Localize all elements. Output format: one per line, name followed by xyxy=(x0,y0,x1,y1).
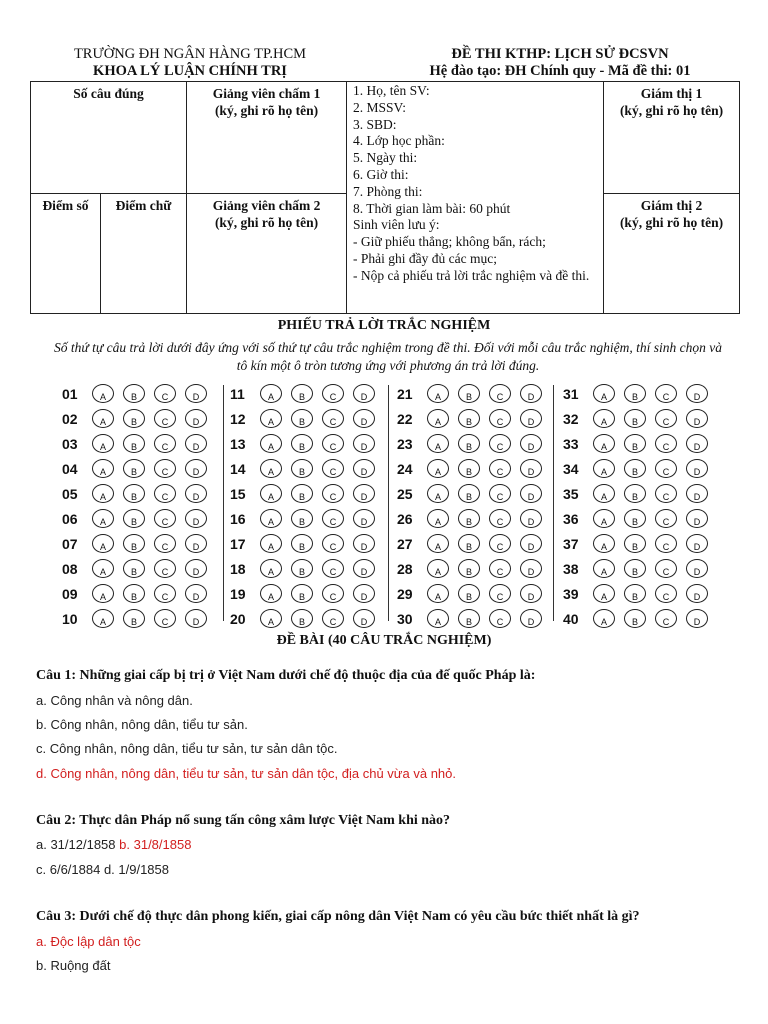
answer-row xyxy=(563,381,728,406)
answer-bubble-b[interactable]: B xyxy=(458,459,480,478)
answer-bubble-a[interactable]: A xyxy=(92,409,114,428)
answer-bubble-b[interactable]: B xyxy=(123,534,145,553)
answer-bubble-a[interactable]: A xyxy=(593,534,615,553)
answer-bubble-d[interactable]: D xyxy=(353,609,375,628)
answer-bubble-a[interactable]: A xyxy=(92,609,114,628)
answer-bubble-a[interactable]: A xyxy=(260,459,282,478)
answer-bubble-b[interactable]: B xyxy=(291,459,313,478)
question-number: 02 xyxy=(62,410,78,427)
answer-bubble-c[interactable]: C xyxy=(489,484,511,503)
answer-bubble-d[interactable]: D xyxy=(353,384,375,403)
answer-sheet-title: PHIẾU TRẢ LỜI TRẮC NGHIỆM xyxy=(277,318,491,333)
answer-bubble-b[interactable]: B xyxy=(123,434,145,453)
answer-bubble-a[interactable]: A xyxy=(427,459,449,478)
answer-row xyxy=(230,581,395,606)
answer-bubble-b[interactable]: B xyxy=(458,609,480,628)
answer-bubble-c[interactable]: C xyxy=(489,509,511,528)
answer-bubble-c[interactable]: C xyxy=(489,559,511,578)
answer-bubble-a[interactable]: A xyxy=(260,534,282,553)
info-table xyxy=(30,81,740,314)
proctor2-title: Giám thị 2 xyxy=(640,198,703,213)
answer-bubble-d[interactable]: D xyxy=(185,534,207,553)
answer-bubble-b[interactable]: B xyxy=(624,459,646,478)
answer-bubble-a[interactable]: A xyxy=(92,484,114,503)
answer-bubble-a[interactable]: A xyxy=(92,559,114,578)
question-number: 38 xyxy=(563,560,579,577)
answer-bubble-b[interactable]: B xyxy=(624,409,646,428)
answer-bubble-a[interactable]: A xyxy=(593,384,615,403)
answer-bubble-b[interactable]: B xyxy=(291,534,313,553)
answer-bubble-c[interactable]: C xyxy=(322,609,344,628)
answer-bubble-a[interactable]: A xyxy=(427,584,449,603)
answer-bubble-c[interactable]: C xyxy=(154,459,176,478)
answer-bubble-d[interactable]: D xyxy=(353,434,375,453)
answer-grid xyxy=(62,381,742,625)
answer-row xyxy=(397,581,562,606)
answer-bubble-b[interactable]: B xyxy=(624,434,646,453)
answer-bubble-d[interactable]: D xyxy=(353,509,375,528)
answer-bubble-c[interactable]: C xyxy=(154,559,176,578)
answer-bubble-a[interactable]: A xyxy=(593,409,615,428)
answer-bubble-c[interactable]: C xyxy=(154,609,176,628)
answer-row xyxy=(230,606,395,631)
answer-bubble-d[interactable]: D xyxy=(185,509,207,528)
question-number: 13 xyxy=(230,435,246,452)
answer-bubble-a[interactable]: A xyxy=(260,559,282,578)
question-number: 25 xyxy=(397,485,413,502)
grader2-title: Giảng viên chấm 2 xyxy=(212,198,321,213)
answer-bubble-c[interactable]: C xyxy=(322,559,344,578)
answer-bubble-b[interactable]: B xyxy=(291,484,313,503)
answer-bubble-c[interactable]: C xyxy=(322,459,344,478)
answer-bubble-d[interactable]: D xyxy=(520,434,542,453)
answer-bubble-a[interactable]: A xyxy=(427,609,449,628)
answer-bubble-d[interactable]: D xyxy=(520,584,542,603)
question-number: 35 xyxy=(563,485,579,502)
answer-bubble-a[interactable]: A xyxy=(260,484,282,503)
student-info-cell[interactable] xyxy=(347,82,604,314)
answer-bubble-b[interactable]: B xyxy=(123,409,145,428)
answer-bubble-d[interactable]: D xyxy=(520,409,542,428)
answer-sheet-instruction: Số thứ tự câu trả lời dưới đây ứng với số thứ tự câu trắc nghiệm trong đề thi. Đối với mỗi câu trắc nghiệm, thí sinh chọn và tô kín một ô tròn tương ứng với phương án trả lời đúng. xyxy=(54,340,722,373)
answer-bubble-c[interactable]: C xyxy=(322,584,344,603)
answer-row xyxy=(62,506,227,531)
answer-row xyxy=(230,481,395,506)
answer-bubble-d[interactable]: D xyxy=(686,384,708,403)
question-number: 03 xyxy=(62,435,78,452)
answer-bubble-b[interactable]: B xyxy=(458,584,480,603)
answer-row xyxy=(230,381,395,406)
answer-bubble-d[interactable]: D xyxy=(353,409,375,428)
question-number: 08 xyxy=(62,560,78,577)
answer-bubble-d[interactable]: D xyxy=(686,534,708,553)
answer-bubble-a[interactable]: A xyxy=(593,509,615,528)
answer-row xyxy=(397,556,562,581)
answer-bubble-a[interactable]: A xyxy=(427,559,449,578)
question-2-options-ab xyxy=(36,837,191,852)
question-2-stem: Câu 2: Thực dân Pháp nổ sung tấn công xâm lược Việt Nam khi nào? xyxy=(36,813,451,828)
question-number: 20 xyxy=(230,610,246,627)
answer-row xyxy=(397,406,562,431)
note-item: - Giữ phiếu thẳng; không bẩn, rách; xyxy=(353,234,546,250)
question-1-option-b: b. Công nhân, nông dân, tiểu tư sản. xyxy=(36,717,248,732)
field-exam-date: 5. Ngày thi: xyxy=(353,150,418,166)
answer-bubble-a[interactable]: A xyxy=(593,434,615,453)
answer-row xyxy=(397,506,562,531)
answer-row xyxy=(563,456,728,481)
answer-bubble-c[interactable]: C xyxy=(489,434,511,453)
score-number-label: Điểm số xyxy=(42,198,89,213)
question-number: 37 xyxy=(563,535,579,552)
answer-bubble-b[interactable]: B xyxy=(624,484,646,503)
answer-bubble-a[interactable]: A xyxy=(593,484,615,503)
answer-bubble-d[interactable]: D xyxy=(353,534,375,553)
question-number: 34 xyxy=(563,460,579,477)
answer-row xyxy=(230,431,395,456)
answer-bubble-a[interactable]: A xyxy=(260,509,282,528)
question-number: 29 xyxy=(397,585,413,602)
question-number: 39 xyxy=(563,585,579,602)
question-number: 33 xyxy=(563,435,579,452)
answer-bubble-a[interactable]: A xyxy=(92,584,114,603)
answer-bubble-c[interactable]: C xyxy=(154,434,176,453)
answer-bubble-c[interactable]: C xyxy=(489,409,511,428)
answer-bubble-c[interactable]: C xyxy=(655,534,677,553)
answer-column xyxy=(397,381,562,631)
answer-bubble-d[interactable]: D xyxy=(686,459,708,478)
answer-row xyxy=(62,431,227,456)
answer-bubble-c[interactable]: C xyxy=(655,584,677,603)
question-number: 19 xyxy=(230,585,246,602)
answer-bubble-c[interactable]: C xyxy=(322,534,344,553)
answer-bubble-a[interactable]: A xyxy=(427,509,449,528)
faculty-name: KHOA LÝ LUẬN CHÍNH TRỊ xyxy=(93,63,287,79)
question-number: 16 xyxy=(230,510,246,527)
answer-bubble-c[interactable]: C xyxy=(655,459,677,478)
correct-count-label: Số câu đúng xyxy=(73,86,144,101)
answer-bubble-a[interactable]: A xyxy=(593,459,615,478)
question-number: 21 xyxy=(397,385,413,402)
answer-bubble-b[interactable]: B xyxy=(458,509,480,528)
answer-bubble-a[interactable]: A xyxy=(593,584,615,603)
score-number-cell[interactable] xyxy=(31,194,101,314)
answer-bubble-c[interactable]: C xyxy=(655,384,677,403)
answer-row xyxy=(62,531,227,556)
notes-title: Sinh viên lưu ý: xyxy=(353,217,440,233)
answer-row xyxy=(62,606,227,631)
answer-bubble-b[interactable]: B xyxy=(624,384,646,403)
answer-bubble-b[interactable]: B xyxy=(123,384,145,403)
answer-bubble-d[interactable]: D xyxy=(185,559,207,578)
question-number: 12 xyxy=(230,410,246,427)
answer-bubble-c[interactable]: C xyxy=(154,584,176,603)
question-number: 31 xyxy=(563,385,579,402)
answer-bubble-c[interactable]: C xyxy=(154,384,176,403)
question-number: 10 xyxy=(62,610,78,627)
answer-bubble-b[interactable]: B xyxy=(624,534,646,553)
answer-bubble-c[interactable]: C xyxy=(154,509,176,528)
answer-row xyxy=(62,556,227,581)
field-class: 4. Lớp học phần: xyxy=(353,133,445,149)
answer-bubble-b[interactable]: B xyxy=(123,609,145,628)
answer-row xyxy=(62,381,227,406)
answer-bubble-b[interactable]: B xyxy=(123,509,145,528)
answer-bubble-c[interactable]: C xyxy=(154,534,176,553)
answer-bubble-d[interactable]: D xyxy=(520,384,542,403)
answer-bubble-c[interactable]: C xyxy=(322,384,344,403)
answer-bubble-b[interactable]: B xyxy=(624,584,646,603)
answer-bubble-d[interactable]: D xyxy=(520,534,542,553)
answer-bubble-d[interactable]: D xyxy=(520,509,542,528)
proctor2-cell[interactable] xyxy=(604,194,740,314)
answer-bubble-d[interactable]: D xyxy=(520,459,542,478)
answer-bubble-b[interactable]: B xyxy=(458,559,480,578)
answer-bubble-d[interactable]: D xyxy=(353,559,375,578)
question-number: 06 xyxy=(62,510,78,527)
question-number: 01 xyxy=(62,385,78,402)
field-room: 7. Phòng thi: xyxy=(353,183,423,199)
answer-bubble-d[interactable]: D xyxy=(185,484,207,503)
score-words-cell[interactable] xyxy=(101,194,187,314)
answer-bubble-b[interactable]: B xyxy=(291,559,313,578)
answer-bubble-a[interactable]: A xyxy=(92,434,114,453)
answer-row xyxy=(397,606,562,631)
answer-bubble-a[interactable]: A xyxy=(427,409,449,428)
question-number: 05 xyxy=(62,485,78,502)
note-item: - Nộp cả phiếu trả lời trắc nghiệm và đề thi. xyxy=(353,267,590,283)
answer-bubble-c[interactable]: C xyxy=(489,459,511,478)
answer-row xyxy=(563,531,728,556)
answer-bubble-c[interactable]: C xyxy=(489,384,511,403)
answer-row xyxy=(62,406,227,431)
answer-bubble-d[interactable]: D xyxy=(353,484,375,503)
question-number: 36 xyxy=(563,510,579,527)
note-item: - Phải ghi đầy đủ các mục; xyxy=(353,250,497,266)
answer-bubble-c[interactable]: C xyxy=(655,509,677,528)
answer-bubble-d[interactable]: D xyxy=(520,559,542,578)
question-1-option-c: c. Công nhân, nông dân, tiểu tư sản, tư sản dân tộc. xyxy=(36,741,338,756)
answer-bubble-c[interactable]: C xyxy=(322,509,344,528)
answer-bubble-c[interactable]: C xyxy=(655,434,677,453)
answer-bubble-a[interactable]: A xyxy=(427,484,449,503)
answer-row xyxy=(62,456,227,481)
proctor2-sub: (ký, ghi rõ họ tên) xyxy=(619,215,724,230)
answer-bubble-d[interactable]: D xyxy=(686,559,708,578)
question-3-option-b: b. Ruộng đất xyxy=(36,958,111,973)
answer-bubble-d[interactable]: D xyxy=(686,484,708,503)
answer-bubble-d[interactable]: D xyxy=(185,384,207,403)
proctor1-title: Giám thị 1 xyxy=(640,86,703,101)
answer-row xyxy=(230,406,395,431)
question-1-option-a: a. Công nhân và nông dân. xyxy=(36,693,193,708)
answer-bubble-a[interactable]: A xyxy=(427,534,449,553)
answer-bubble-b[interactable]: B xyxy=(458,384,480,403)
answer-bubble-d[interactable]: D xyxy=(686,509,708,528)
answer-bubble-a[interactable]: A xyxy=(92,534,114,553)
answer-bubble-a[interactable]: A xyxy=(92,509,114,528)
question-2-options-cd: c. 6/6/1884 d. 1/9/1858 xyxy=(36,862,169,877)
question-number: 26 xyxy=(397,510,413,527)
school-name: TRƯỜNG ĐH NGÂN HÀNG TP.HCM xyxy=(73,46,307,62)
answer-bubble-d[interactable]: D xyxy=(353,459,375,478)
answer-bubble-a[interactable]: A xyxy=(427,434,449,453)
question-number: 17 xyxy=(230,535,246,552)
answer-bubble-c[interactable]: C xyxy=(322,484,344,503)
answer-bubble-b[interactable]: B xyxy=(624,509,646,528)
answer-bubble-b[interactable]: B xyxy=(624,609,646,628)
grader2-cell[interactable] xyxy=(187,194,347,314)
answer-bubble-b[interactable]: B xyxy=(458,534,480,553)
answer-bubble-d[interactable]: D xyxy=(185,409,207,428)
proctor1-sub: (ký, ghi rõ họ tên) xyxy=(619,103,724,118)
question-2-option-a: a. 31/12/1858 xyxy=(36,837,116,852)
answer-bubble-b[interactable]: B xyxy=(123,559,145,578)
answer-bubble-b[interactable]: B xyxy=(291,434,313,453)
answer-bubble-a[interactable]: A xyxy=(593,609,615,628)
answer-bubble-d[interactable]: D xyxy=(686,584,708,603)
question-number: 30 xyxy=(397,610,413,627)
answer-bubble-c[interactable]: C xyxy=(655,484,677,503)
field-exam-time: 6. Giờ thi: xyxy=(353,166,409,182)
question-2-option-b: b. 31/8/1858 xyxy=(119,837,192,852)
grader2-sub: (ký, ghi rõ họ tên) xyxy=(214,215,319,230)
answer-bubble-b[interactable]: B xyxy=(123,459,145,478)
answer-bubble-a[interactable]: A xyxy=(260,584,282,603)
answer-bubble-b[interactable]: B xyxy=(291,584,313,603)
answer-bubble-b[interactable]: B xyxy=(123,484,145,503)
field-candidate-number: 3. SBD: xyxy=(353,116,397,132)
question-3-stem: Câu 3: Dưới chế độ thực dân phong kiến, giai cấp nông dân Việt Nam có yêu cầu bức thiết nhất là gì? xyxy=(36,909,640,924)
question-number: 40 xyxy=(563,610,579,627)
answer-row xyxy=(397,531,562,556)
answer-row xyxy=(563,406,728,431)
answer-row xyxy=(230,556,395,581)
answer-column xyxy=(230,381,395,631)
question-number: 28 xyxy=(397,560,413,577)
answer-bubble-d[interactable]: D xyxy=(686,609,708,628)
answer-bubble-c[interactable]: C xyxy=(154,409,176,428)
answer-bubble-a[interactable]: A xyxy=(593,559,615,578)
answer-row xyxy=(230,531,395,556)
answer-row xyxy=(397,456,562,481)
field-duration: 8. Thời gian làm bài: 60 phút xyxy=(353,200,511,216)
answer-bubble-c[interactable]: C xyxy=(489,534,511,553)
question-number: 15 xyxy=(230,485,246,502)
answer-bubble-c[interactable]: C xyxy=(322,434,344,453)
answer-row xyxy=(230,506,395,531)
answer-bubble-a[interactable]: A xyxy=(92,384,114,403)
proctor1-cell[interactable] xyxy=(604,82,740,194)
answer-row xyxy=(563,431,728,456)
grader1-title: Giảng viên chấm 1 xyxy=(212,86,321,101)
answer-row xyxy=(397,481,562,506)
question-number: 27 xyxy=(397,535,413,552)
answer-row xyxy=(563,556,728,581)
answer-bubble-d[interactable]: D xyxy=(185,434,207,453)
answer-bubble-d[interactable]: D xyxy=(520,609,542,628)
answer-bubble-c[interactable]: C xyxy=(154,484,176,503)
exam-section-title: ĐỀ BÀI (40 CÂU TRẮC NGHIỆM) xyxy=(276,633,492,648)
answer-column xyxy=(563,381,728,631)
answer-row xyxy=(397,381,562,406)
answer-bubble-b[interactable]: B xyxy=(458,434,480,453)
question-number: 18 xyxy=(230,560,246,577)
question-3-option-a: a. Độc lập dân tộc xyxy=(36,934,141,949)
answer-bubble-d[interactable]: D xyxy=(185,609,207,628)
grader1-cell[interactable] xyxy=(187,82,347,194)
question-number: 22 xyxy=(397,410,413,427)
answer-bubble-d[interactable]: D xyxy=(686,409,708,428)
question-number: 32 xyxy=(563,410,579,427)
answer-row xyxy=(62,481,227,506)
answer-bubble-d[interactable]: D xyxy=(686,434,708,453)
answer-bubble-b[interactable]: B xyxy=(291,409,313,428)
exam-meta: Hệ đào tạo: ĐH Chính quy - Mã đề thi: 01 xyxy=(429,63,691,79)
question-number: 04 xyxy=(62,460,78,477)
grader1-sub: (ký, ghi rõ họ tên) xyxy=(214,103,319,118)
answer-bubble-c[interactable]: C xyxy=(489,584,511,603)
answer-bubble-a[interactable]: A xyxy=(92,459,114,478)
field-student-id: 2. MSSV: xyxy=(353,99,407,115)
answer-bubble-d[interactable]: D xyxy=(185,459,207,478)
answer-bubble-a[interactable]: A xyxy=(427,384,449,403)
question-1-stem: Câu 1: Những giai cấp bị trị ở Việt Nam dưới chế độ thuộc địa của đế quốc Pháp là: xyxy=(36,668,536,683)
answer-bubble-d[interactable]: D xyxy=(353,584,375,603)
exam-title: ĐỀ THI KTHP: LỊCH SỬ ĐCSVN xyxy=(451,46,669,62)
answer-bubble-b[interactable]: B xyxy=(291,609,313,628)
question-number: 24 xyxy=(397,460,413,477)
score-words-label: Điểm chữ xyxy=(115,198,172,213)
answer-bubble-d[interactable]: D xyxy=(520,484,542,503)
answer-column xyxy=(62,381,227,631)
answer-bubble-b[interactable]: B xyxy=(123,584,145,603)
answer-bubble-b[interactable]: B xyxy=(624,559,646,578)
answer-row xyxy=(563,506,728,531)
answer-bubble-c[interactable]: C xyxy=(655,609,677,628)
question-number: 14 xyxy=(230,460,246,477)
answer-bubble-b[interactable]: B xyxy=(458,484,480,503)
answer-bubble-c[interactable]: C xyxy=(655,559,677,578)
question-number: 23 xyxy=(397,435,413,452)
answer-row xyxy=(230,456,395,481)
answer-bubble-b[interactable]: B xyxy=(291,509,313,528)
question-1-option-d: d. Công nhân, nông dân, tiểu tư sản, tư sản dân tộc, địa chủ vừa và nhỏ. xyxy=(36,766,456,781)
answer-bubble-c[interactable]: C xyxy=(655,409,677,428)
correct-count-cell[interactable] xyxy=(31,82,187,194)
answer-bubble-a[interactable]: A xyxy=(260,434,282,453)
answer-bubble-a[interactable]: A xyxy=(260,609,282,628)
answer-bubble-d[interactable]: D xyxy=(185,584,207,603)
answer-bubble-b[interactable]: B xyxy=(458,409,480,428)
question-number: 07 xyxy=(62,535,78,552)
answer-row xyxy=(397,431,562,456)
answer-bubble-a[interactable]: A xyxy=(260,384,282,403)
exam-header xyxy=(380,46,740,80)
answer-bubble-b[interactable]: B xyxy=(291,384,313,403)
school-header xyxy=(30,46,350,80)
answer-bubble-c[interactable]: C xyxy=(489,609,511,628)
answer-row xyxy=(563,581,728,606)
question-number: 09 xyxy=(62,585,78,602)
question-number: 11 xyxy=(230,385,245,402)
answer-bubble-c[interactable]: C xyxy=(322,409,344,428)
answer-row xyxy=(62,581,227,606)
answer-bubble-a[interactable]: A xyxy=(260,409,282,428)
field-name: 1. Họ, tên SV: xyxy=(353,83,430,98)
answer-row xyxy=(563,481,728,506)
answer-row xyxy=(563,606,728,631)
